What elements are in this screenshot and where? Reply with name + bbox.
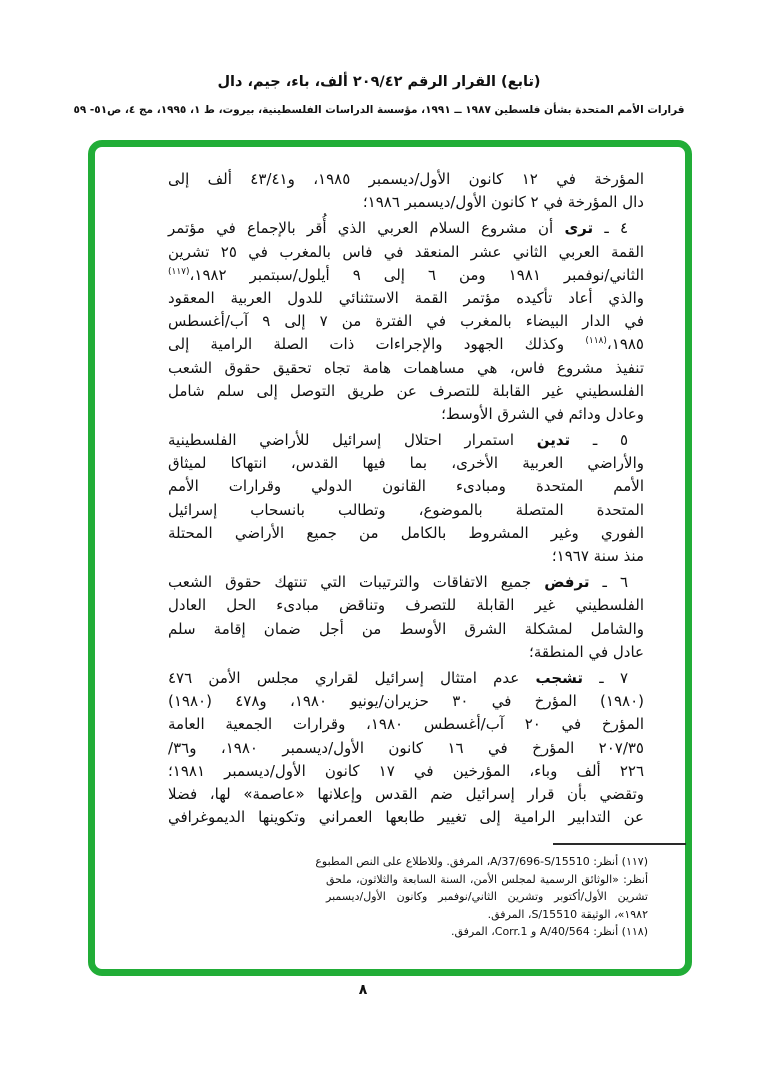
- body-line: (١٩٨٠) المؤرخ في ٣٠ حزيران/يونيو ١٩٨٠، و٤٧٨ (١٩٨٠): [168, 692, 644, 711]
- footnote-marker: (١١٨): [585, 336, 607, 347]
- body-line: الفلسطيني غير القابلة للتصرف عن طريق التوصل إلى سلم شامل: [168, 381, 644, 400]
- paragraph-4: [168, 217, 644, 426]
- page-number: ٨: [358, 982, 368, 998]
- body-line: [168, 333, 644, 356]
- bold-operative-verb: تدين: [536, 431, 571, 450]
- body-line: [168, 429, 644, 452]
- bold-operative-verb: ٥ ـ: [570, 431, 628, 450]
- resolution-title: (تابع) القرار الرقم ٢٠٩/٤٢ ألف، باء، جيم، دال: [217, 74, 541, 90]
- bold-operative-verb: ٦ ـ: [589, 573, 628, 592]
- footnote-line: ١٩٨٢»، الوثيقة S/15510، المرفق.: [487, 907, 648, 921]
- body-line: [168, 217, 644, 240]
- bold-operative-verb: ١٩٨٥،: [606, 335, 644, 354]
- body-line: [168, 264, 644, 287]
- body-line: ٢٢٦ ألف وباء، المؤرخين في ١٧ كانون الأول/ديسمبر ١٩٨١؛: [168, 761, 644, 780]
- body-line: المؤرخة في ١٢ كانون الأول/ديسمبر ١٩٨٥، و٤٣/٤١ ألف إلى: [168, 170, 644, 188]
- body-line: [168, 667, 644, 690]
- bold-operative-verb: عدم امتثال إسرائيل لقراري مجلس الأمن ٤٧٦: [168, 668, 536, 687]
- body-line: دال المؤرخة في ٢ كانون الأول/ديسمبر ١٩٨٦؛: [362, 193, 644, 212]
- footnote-line: تشرين الأول/أكتوبر وتشرين الثاني/نوفمبر وكانون الأول/ديسمبر: [326, 890, 648, 903]
- body-line: الأمم المتحدة ومبادىء القانون الدولي وقرارات الأمم: [168, 477, 644, 496]
- footnote-line: أنظر: «الوثائق الرسمية لمجلس الأمن، السنة السابعة والثلاثون، ملحق: [326, 872, 648, 886]
- paragraph-6: [168, 571, 644, 664]
- body-line: عن التدابير الرامية إلى تغيير طابعها العمراني وتكوينها الديموغرافي: [168, 808, 644, 827]
- bold-operative-verb: ترفض: [544, 573, 590, 592]
- footnotes-block: [315, 853, 648, 941]
- bold-operative-verb: وكذلك الجهود والإجراءات ذات الصلة الرامية إلى: [168, 335, 586, 354]
- bold-operative-verb: ترى: [564, 219, 594, 238]
- bold-operative-verb: ٧ ـ: [583, 668, 628, 687]
- body-line: ٢٠٧/٣٥ المؤرخ في ١٦ كانون الأول/ديسمبر ١٩٨٠، و٣٦/: [168, 738, 644, 757]
- bold-operative-verb: أن مشروع السلام العربي الذي أُقر بالإجماع في مؤتمر: [168, 219, 565, 238]
- body-line: الفوري وغير المشروط بالكامل من جميع الأراضي المحتلة: [168, 523, 644, 542]
- body-line: والشامل لمشكلة الشرق الأوسط من أجل ضمان إقامة سلم: [168, 619, 644, 638]
- footnote-marker: (١١٧): [168, 266, 190, 277]
- footnote-line: (١١٧) أنظر: A/37/696-S/15510، المرفق. وللاطلاع على النص المطبوع: [315, 855, 648, 868]
- body-line: وعادل ودائم في الشرق الأوسط؛: [441, 404, 644, 423]
- body-line: المؤرخ في ٢٠ آب/أغسطس ١٩٨٠، وقرارات الجمعية العامة: [168, 715, 645, 734]
- bold-operative-verb: الثاني/نوفمبر ١٩٨١ ومن ٦ إلى ٩ أيلول/سبتمبر ١٩٨٢،: [189, 265, 644, 284]
- body-line: المتحدة المتصلة بالموضوع، وتطالب بانسحاب إسرائيل: [168, 500, 644, 519]
- body-line: منذ سنة ١٩٦٧؛: [551, 547, 644, 565]
- bold-operative-verb: استمرار احتلال إسرائيل للأراضي الفلسطينية: [168, 431, 537, 450]
- body-line: عادل في المنطقة؛: [529, 642, 644, 661]
- paragraph-7: [168, 667, 644, 829]
- body-line: والأراضي العربية الأخرى، بما فيها القدس، انتهاكا لميثاق: [168, 454, 644, 473]
- source-citation: قرارات الأمم المتحدة بشأن فلسطين ١٩٨٧ ــ ١٩٩١، مؤسسة الدراسات الفلسطينية، بيروت، ط ١، ١٩٩٥، مج ٤، ص٥١- ٥٩: [73, 104, 685, 116]
- body-line: الفلسطيني غير القابلة للتصرف وتناقض مبادىء الحل العادل: [168, 596, 644, 615]
- paragraph-5: [168, 429, 644, 568]
- body-line: [168, 571, 644, 594]
- bold-operative-verb: تشجب: [535, 668, 584, 687]
- body-line: في الدار البيضاء بالمغرب في الفترة من ٧ إلى ٩ آب/أغسطس: [168, 312, 645, 331]
- body-line: القمة العربي الثاني عشر المنعقد في فاس بالمغرب في ٢٥ تشرين: [168, 242, 644, 261]
- resolution-body-text: [168, 168, 644, 829]
- paragraph-continuation: [168, 168, 644, 214]
- footnote-line: (١١٨) أنظر: A/40/564 و Corr.1، المرفق.: [450, 925, 648, 938]
- body-line: وتقضي بأن قرار إسرائيل ضم القدس وإعلانها «عاصمة» لها، فضلا: [168, 784, 644, 803]
- body-line: والذي أعاد تأكيده مؤتمر القمة الاستثنائي للدول العربية المعقود: [168, 288, 644, 307]
- footnote-separator-rule: [553, 843, 686, 845]
- bold-operative-verb: جميع الاتفاقات والترتيبات التي تنتهك حقوق الشعب: [168, 573, 545, 592]
- body-line: تنفيذ مشروع فاس، هي مساهمات هامة تجاه تحقيق حقوق الشعب: [168, 358, 644, 377]
- bold-operative-verb: ٤ ـ: [593, 219, 629, 238]
